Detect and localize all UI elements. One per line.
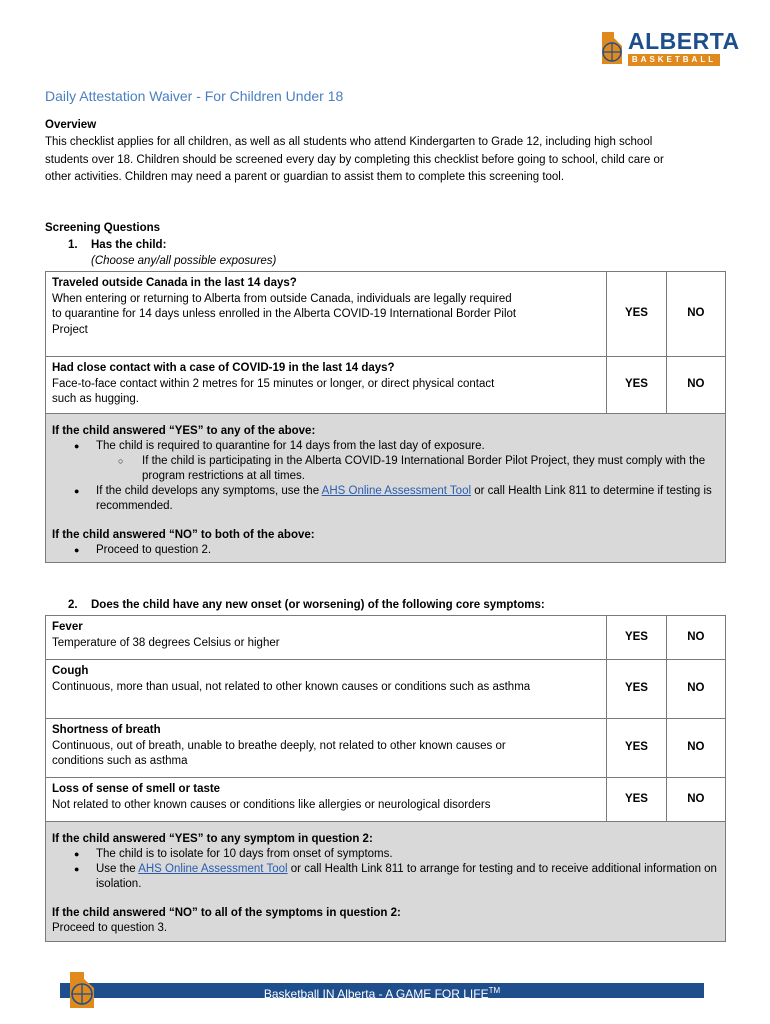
q2-no-heading: If the child answered “NO” to all of the symptoms in question 2: <box>52 907 401 919</box>
table-row <box>46 660 726 719</box>
list-item: ● The child is to isolate for 10 days from onset of symptoms. <box>52 847 719 862</box>
yes-option[interactable]: YES <box>607 719 666 778</box>
question-title: Had close contact with a case of COVID-19 in the last 14 days? <box>52 362 395 374</box>
symptom-cell <box>46 778 607 822</box>
footer-text: Basketball IN Alberta - A GAME FOR LIFE <box>263 987 489 1001</box>
q1-number: 1. <box>68 239 78 251</box>
page-title: Daily Attestation Waiver - For Children Under 18 <box>45 88 344 104</box>
q1-instruction: (Choose any/all possible exposures) <box>91 255 277 267</box>
q2-number: 2. <box>68 599 78 611</box>
no-option[interactable]: NO <box>666 660 725 719</box>
question-cell <box>46 272 607 357</box>
symptom-title: Shortness of breath <box>52 724 161 736</box>
footer-basketball-icon <box>66 970 98 1010</box>
yes-option[interactable]: YES <box>607 616 666 660</box>
table-row <box>46 719 726 778</box>
overview-text: This checklist applies for all children, as well as all students who attend Kindergarten to Grade 12, including high school students over 18. Children should be screened every day by completing this checklist before going to school, child care or other activities. Children may need a parent or guardian to assist them to complete this screening tool. <box>45 136 664 183</box>
logo-subword: BASKETBALL <box>628 54 720 66</box>
ahs-assessment-link[interactable]: AHS Online Assessment Tool <box>321 485 472 497</box>
symptom-cell <box>46 616 607 660</box>
footer-bar <box>60 983 704 1001</box>
symptom-cell <box>46 660 607 719</box>
q1-label: Has the child: <box>91 239 167 251</box>
q2-yes-heading: If the child answered “YES” to any symptom in question 2: <box>52 833 373 845</box>
yes-option[interactable]: YES <box>607 778 666 822</box>
basketball-icon <box>598 28 626 68</box>
list-text: or call Health Link 811 to arrange for testing and to receive additional information on isolation. <box>96 863 717 890</box>
q2-no-text: Proceed to question 3. <box>52 922 168 934</box>
symptom-desc: Temperature of 38 degrees Celsius or higher <box>52 636 280 649</box>
no-option[interactable]: NO <box>666 272 725 357</box>
list-item: ● The child is required to quarantine for 14 days from the last day of exposure. <box>52 439 719 454</box>
no-option[interactable]: NO <box>666 357 725 414</box>
question-desc: When entering or returning to Alberta from outside Canada, individuals are legally required to quarantine for 14 days unless enrolled in the Alberta COVID-19 International Border Pilot Project <box>52 292 517 336</box>
list-text: or call Health Link 811 to determine if testing is recommended. <box>96 485 712 512</box>
footer-trademark: TM <box>488 986 501 995</box>
question-title: Traveled outside Canada in the last 14 days? <box>52 277 297 289</box>
q2-label: Does the child have any new onset (or worsening) of the following core symptoms: <box>91 599 545 611</box>
list-text: If the child develops any symptoms, use the <box>96 485 322 497</box>
q1-instructions-box <box>45 414 726 563</box>
no-option[interactable]: NO <box>666 778 725 822</box>
symptom-title: Loss of sense of smell or taste <box>52 783 221 795</box>
symptom-title: Fever <box>52 621 83 633</box>
table-row <box>46 778 726 822</box>
list-subitem: ○ If the child is participating in the Alberta COVID-19 International Border Pilot Project, they must comply with the program restrictions at all times. <box>52 454 719 484</box>
table-row <box>46 357 726 414</box>
list-item <box>52 484 719 514</box>
symptom-desc: Continuous, out of breath, unable to breathe deeply, not related to other known causes or conditions such as asthma <box>52 739 506 767</box>
q1-no-heading: If the child answered “NO” to both of the above: <box>52 529 315 541</box>
q1-yes-list <box>52 439 719 514</box>
list-item: ● Proceed to question 2. <box>52 543 719 558</box>
question-cell <box>46 357 607 414</box>
screening-heading: Screening Questions <box>45 222 161 234</box>
list-item <box>52 862 719 892</box>
symptom-title: Cough <box>52 665 89 677</box>
symptom-desc: Not related to other known causes or conditions like allergies or neurological disorders <box>52 798 491 811</box>
q1-table <box>45 271 726 414</box>
yes-option[interactable]: YES <box>607 660 666 719</box>
q1-yes-heading: If the child answered “YES” to any of the above: <box>52 425 316 437</box>
ahs-assessment-link[interactable]: AHS Online Assessment Tool <box>138 863 288 875</box>
overview-heading: Overview <box>45 119 97 131</box>
yes-option[interactable]: YES <box>607 272 666 357</box>
table-row <box>46 616 726 660</box>
q1-no-list <box>52 543 719 558</box>
table-row <box>46 272 726 357</box>
symptom-desc: Continuous, more than usual, not related to other known causes or conditions such as asthma <box>52 680 531 693</box>
no-option[interactable]: NO <box>666 719 725 778</box>
symptom-cell <box>46 719 607 778</box>
q2-yes-list <box>52 847 719 892</box>
yes-option[interactable]: YES <box>607 357 666 414</box>
no-option[interactable]: NO <box>666 616 725 660</box>
logo-word: ALBERTA <box>628 28 740 54</box>
list-text: Use the <box>96 863 139 875</box>
q2-table <box>45 615 726 822</box>
q2-instructions-box <box>45 822 726 942</box>
alberta-basketball-logo <box>598 28 740 70</box>
question-desc: Face-to-face contact within 2 metres for 15 minutes or longer, or direct physical contact such as hugging. <box>52 377 495 405</box>
